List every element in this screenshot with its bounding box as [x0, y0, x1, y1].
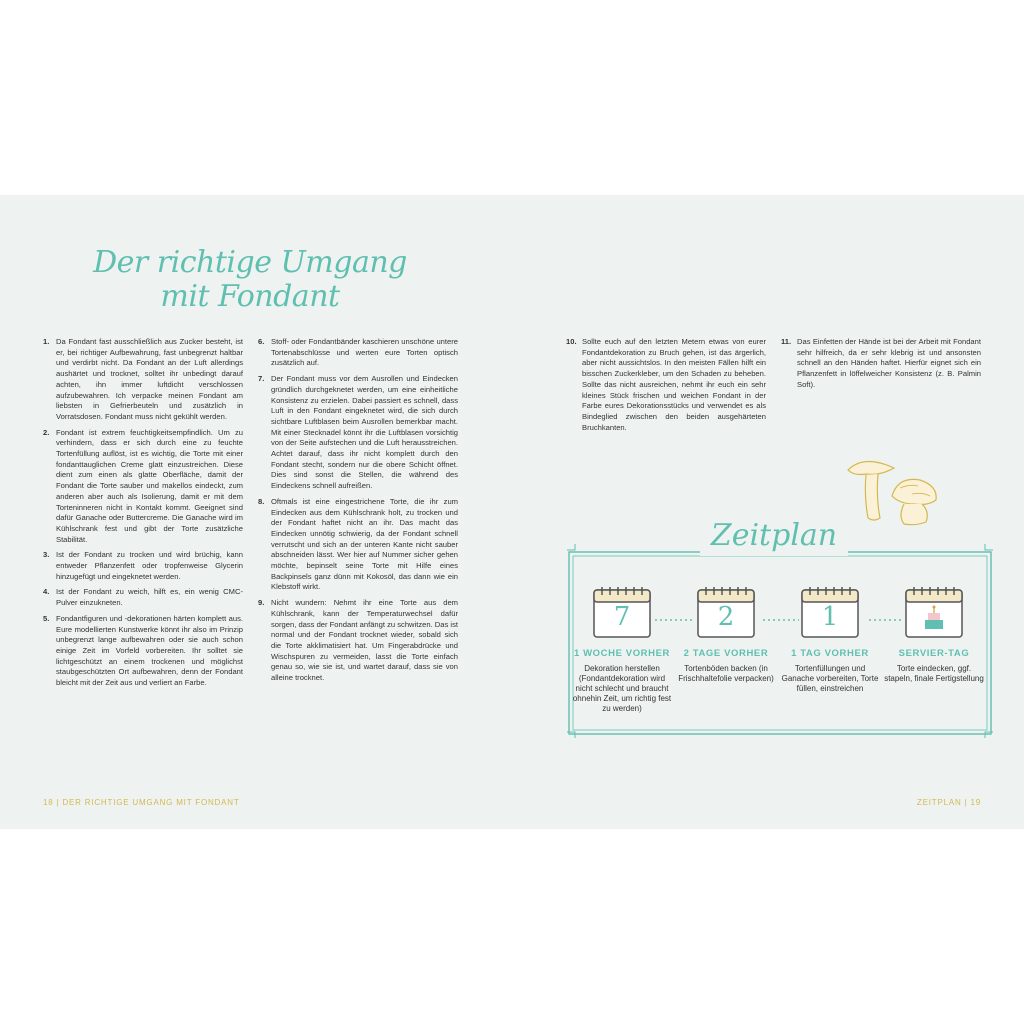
list-item: 7. Der Fondant muss vor dem Ausrollen und Eindecken gründlich durchgeknetet werden, um eine einheitliche Konsistenz zu erzielen. Dabei passiert es schnell, dass Luft in den Fondant eingeknetet wird, die sich durch sichtbare Luftblasen beim Ausrollen bemerkbar macht. Mit einer Stecknadel könnt ihr die Luftblasen vorsichtig von der Seite aufstechen und die Luft herausstreichen. Achtet darauf, dass ihr nicht komplett durch den Fondant stecht, sondern nur die obere Schicht öffnet. Dies sind sonst die Stellen, die während des Eindeckens schnell aufreißen. — [258, 374, 458, 491]
text-column-1 — [43, 337, 243, 694]
list-item: 3. Ist der Fondant zu trocken und wird brüchig, kann entweder Pflanzenfett oder tropfenweise Glycerin hinzugefügt und eingeknetet werden. — [43, 550, 243, 581]
step-heading: 1 TAG VORHER — [791, 648, 869, 659]
list-item: 6. Stoff- oder Fondantbänder kaschieren unschöne untere Tortenabschlüsse und werten eure Torten optisch zusätzlich auf. — [258, 337, 458, 368]
running-title: DER RICHTIGE UMGANG MIT FONDANT — [62, 798, 240, 807]
page-number: 19 — [970, 798, 981, 807]
page-number: 18 — [43, 798, 54, 807]
list-item: 9. Nicht wundern: Nehmt ihr eine Torte aus dem Kühlschrank, kann der Temperaturwechsel dafür sorgen, dass der Fondant anfängt zu schwitzen. Das ist normal und der Fondant trocknet wieder, sobald sich die Torte akklimatisiert hat. Um Fingerabdrücke und Wischspuren zu vermeiden, lasst die Torte einfach genau so, wie sie ist, und wartet darauf, dass sie von alleine trocknet. — [258, 598, 458, 683]
title-line-1: Der richtige Umgang — [93, 245, 407, 280]
calendar-number: 2 — [717, 602, 735, 632]
list-item: 5. Fondantfiguren und -dekorationen härten komplett aus. Eure modellierten Kunstwerke könnt ihr also im Prinzip unbegrenzt lange aufbewahren oder sie auch schon einige Zeit im Vorfeld vorbereiten. Ihr solltet sie lichtgeschützt an einem trockenen und möglichst staubgeschützten Ort aufbewahren, denn der Fondant bleicht mit der Zeit aus und verliert an Farbe. — [43, 613, 243, 688]
zeitplan-title: Zeitplan — [700, 516, 848, 556]
step-heading: 1 WOCHE VORHER — [573, 648, 671, 659]
text-column-4 — [781, 337, 981, 396]
step-description: Tortenfüllungen und Ganache vorbereiten, Torte füllen, einstreichen — [781, 664, 879, 693]
step-heading: 2 TAGE VORHER — [683, 648, 769, 659]
step-description: Tortenböden backen (in Frischhaltefolie verpacken) — [678, 664, 774, 683]
running-title: ZEITPLAN — [916, 798, 962, 807]
list-item: 1. Da Fondant fast ausschließlich aus Zucker besteht, ist er, bei richtiger Aufbewahrung, fast unbegrenzt haltbar und verdirbt nicht. Da Fondant an der Luft allerdings aushärtet und trocknet, solltet ihr unbedingt darauf achten, ihn immer luftdicht verschlossen aufzubewahren. Ich verpacke meinen Fondant am liebsten in Gefrierbeuteln und zusätzlich in Vorratsdosen. Fondant muss nicht gekühlt werden. — [43, 337, 243, 421]
mushroom-illustration — [840, 456, 940, 526]
calendar-number: 7 — [613, 602, 631, 632]
list-item: 10. Sollte euch auf den letzten Metern etwas von eurer Fondantdekoration zu Bruch gehen, ist das ärgerlich, aber nicht aussichtslos. In den meisten Fällen hilft ein bisschen Zuckerkleber, um den Schaden zu beheben. Sollte das nicht ausreichen, nehmt ihr euch ein sehr kleines Stück frischen und weichen Fondant in der Farbe eures Dekorationsstücks und verwendet es als Bindeglied zwischen den beiden ausgehärteten Bruchkanten. — [566, 337, 766, 432]
text-column-3 — [566, 337, 766, 438]
list-item: 8. Oftmals ist eine eingestrichene Torte, die ihr zum Eindecken aus dem Kühlschrank holt, zu trocken und der Fondant haftet nicht an ihr. Das macht das Eindecken unnötig schwierig, da der Fondant schnell verrutscht und sich an der unteren Kante nicht sauber abschneiden lässt. Wer hier auf Nummer sicher gehen möchte, bepinselt seine Torte mit Hilfe eines Backpinsels ganz dünn mit Kokosöl, das dann wie ein Klebstoff wirkt. — [258, 496, 458, 592]
text-column-2 — [258, 337, 458, 689]
step-description: Dekoration herstellen (Fondantdekoration wird nicht schlecht und braucht ohnehin Zeit, um richtig fest zu werden) — [572, 664, 672, 713]
step-description: Torte eindecken, ggf. stapeln, finale Fertigstellung — [884, 664, 984, 683]
list-item: 11. Das Einfetten der Hände ist bei der Arbeit mit Fondant sehr hilfreich, da er sehr klebrig ist und ansonsten schnell an den Händen haftet. Hierfür eignet sich ein Pflanzenfett in löffelweicher Konsistenz (z. B. Palmin Soft). — [781, 337, 981, 389]
calendar-cake-icon — [905, 586, 963, 638]
title-line-2: mit Fondant — [160, 279, 340, 314]
step-heading: SERVIER-TAG — [898, 648, 970, 659]
footer-right — [917, 798, 981, 807]
footer-left — [43, 798, 240, 807]
footer-separator: | — [964, 798, 971, 807]
list-item: 2. Fondant ist extrem feuchtigkeitsempfindlich. Um zu verhindern, dass er sich durch eine zu feuchte Tortenfüllung auflöst, ist es wichtig, die Torte mit einer fondanttauglichen Creme glatt einzustreichen. Diese dient zum einen als glatte Oberfläche, damit der Fondant die Torte sauber und makellos eindeckt, zum anderen aber auch als Isolierung, damit er mit dem Torteninneren nicht in Kontakt kommt. Geeignet sind dafür Ganache oder Buttercreme. Die Ganache wird im Kühlschrank fest und gibt der Torte zusätzliche Stabilität. — [43, 427, 243, 544]
footer-separator: | — [56, 798, 63, 807]
calendar-number: 1 — [821, 602, 839, 632]
list-item: 4. Ist der Fondant zu weich, hilft es, ein wenig CMC-Pulver einzukneten. — [43, 587, 243, 608]
page-title — [60, 246, 440, 314]
